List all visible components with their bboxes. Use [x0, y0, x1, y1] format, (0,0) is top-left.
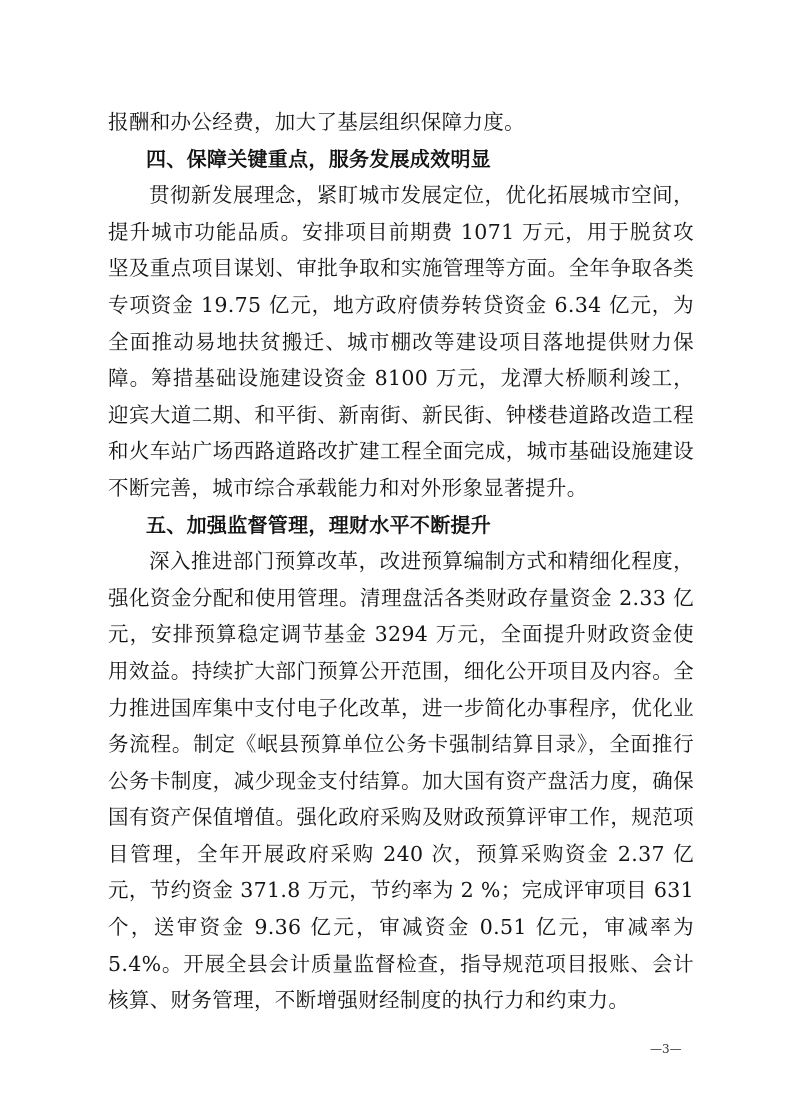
- document-body: [108, 104, 694, 1019]
- paragraph-section-5: 深入推进部门预算改革，改进预算编制方式和精细化程度，强化资金分配和使用管理。清理盘活各类财政存量资金 2.33 亿元，安排预算稳定调节基金 3294 万元，全面提升财政资金使用效益。持续扩大部门预算公开范围，细化公开项目及内容。全力推进国库集中支付电子化改革，进一步简化办事程序，优化业务流程。制定《岷县预算单位公务卡强制结算目录》，全面推行公务卡制度，减少现金支付结算。加大国有资产盘活力度，确保国有资产保值增值。强化政府采购及财政预算评审工作，规范项目管理，全年开展政府采购 240 次，预算采购资金 2.37 亿元，节约资金 371.8 万元，节约率为 2 %；完成评审项目 631 个，送审资金 9.36 亿元，审减资金 0.51 亿元，审减率为 5.4%。开展全县会计质量监督检查，指导规范项目报账、会计核算、财务管理，不断增强财经制度的执行力和约束力。: [108, 549, 694, 1013]
- section-heading-5: 五、加强监督管理，理财水平不断提升: [146, 512, 492, 537]
- page-number: —3—: [650, 1042, 682, 1056]
- paragraph-continuation: 报酬和办公经费，加大了基层组织保障力度。: [108, 110, 525, 134]
- paragraph-section-4: 贯彻新发展理念，紧盯城市发展定位，优化拓展城市空间，提升城市功能品质。安排项目前期费 1071 万元，用于脱贫攻坚及重点项目谋划、审批争取和实施管理等方面。全年争取各类专项资金 19.75 亿元，地方政府债券转贷资金 6.34 亿元，为全面推动易地扶贫搬迁、城市棚改等建设项目落地提供财力保障。筹措基础设施建设资金 8100 万元，龙潭大桥顺利竣工，迎宾大道二期、和平街、新南街、新民街、钟楼巷道路改造工程和火车站广场西路道路改扩建工程全面完成，城市基础设施建设不断完善，城市综合承载能力和对外形象显著提升。: [108, 183, 694, 500]
- section-heading-4: 四、保障关键重点，服务发展成效明显: [146, 146, 492, 171]
